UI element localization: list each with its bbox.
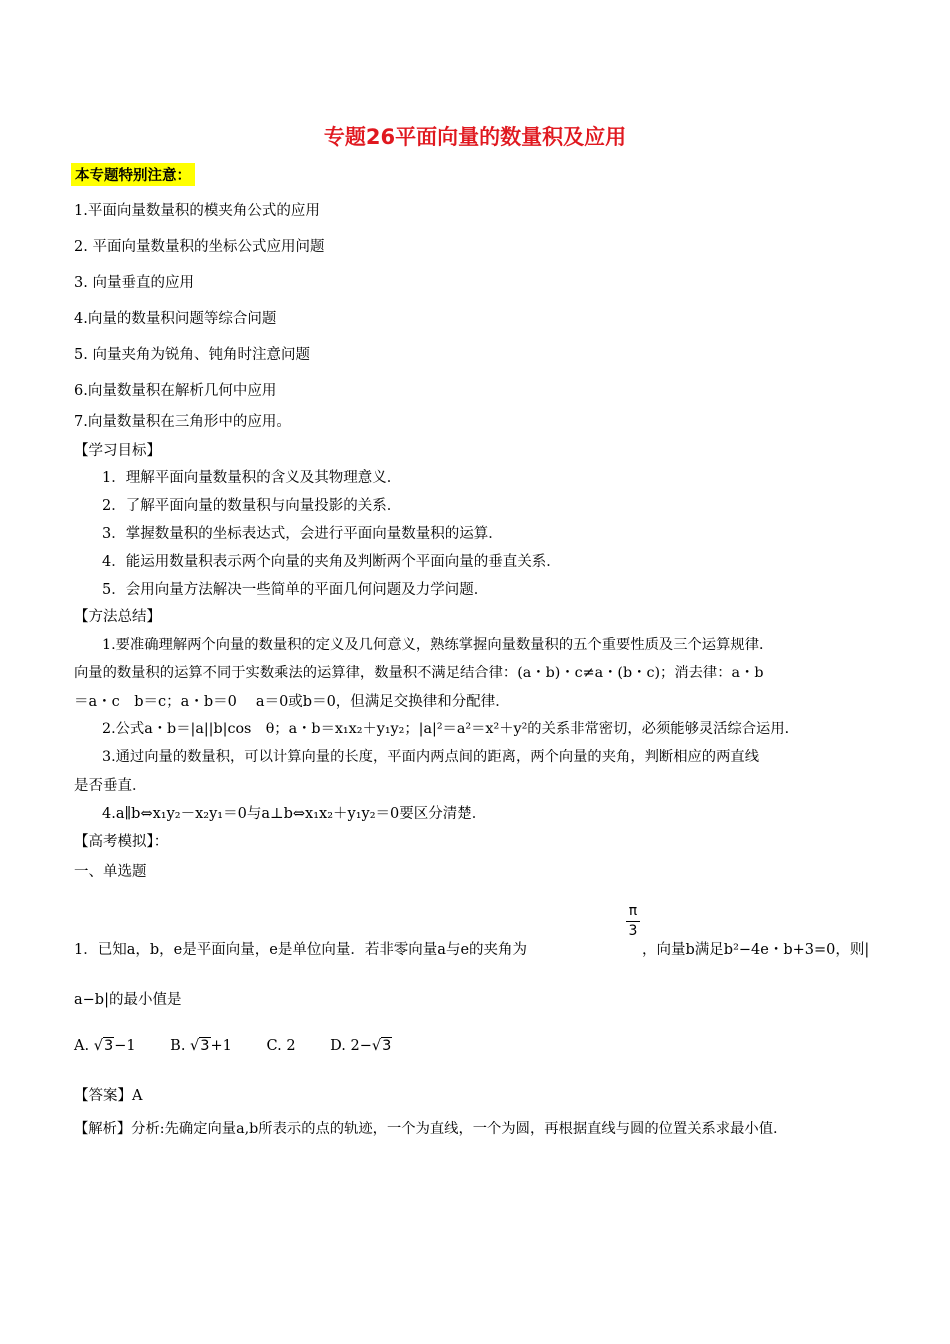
goals-heading: 【学习目标】 (74, 443, 161, 459)
question-stem-tail: ，向量b满足b²−4e・b+3=0，则| (642, 942, 870, 958)
goal-item: 1．理解平面向量数量积的含义及其物理意义． (102, 470, 402, 486)
method-paragraph-3: 3.通过向量的数量积，可以计算向量的长度，平面内两点间的距离，两个向量的夹角，判断相应的两直线 (102, 749, 759, 765)
option-d: D. 2−√3 (330, 1038, 392, 1054)
notice-item: 2. 平面向量数量积的坐标公式应用问题 (74, 239, 325, 255)
option-b: B. √3+1 (170, 1038, 232, 1054)
method-paragraph-1-cont: 向量的数量积的运算不同于实数乘法的运算律，数量积不满足结合律：(a・b)・c≠a・(b・c)；消去律：a・b (74, 665, 764, 681)
exam-heading: 【高考模拟】： (74, 834, 169, 850)
fraction-bar (626, 921, 640, 922)
fraction-denominator: 3 (628, 923, 638, 939)
answer: 【答案】A (74, 1088, 143, 1104)
goal-item: 4．能运用数量积表示两个向量的夹角及判断两个平面向量的垂直关系． (102, 554, 561, 570)
page-title: 专题26平面向量的数量积及应用 (323, 125, 627, 149)
notice-item: 7.向量数量积在三角形中的应用。 (74, 414, 291, 430)
notice-item: 1.平面向量数量积的模夹角公式的应用 (74, 203, 320, 219)
method-heading: 【方法总结】 (74, 609, 161, 625)
answer-options (74, 1038, 392, 1054)
notice-heading: 本专题特别注意： (71, 163, 195, 186)
goal-item: 2．了解平面向量的数量积与向量投影的关系． (102, 498, 402, 514)
notice-item: 4.向量的数量积问题等综合问题 (74, 311, 277, 327)
analysis: 【解析】分析:先确定向量a,b所表示的点的轨迹，一个为直线，一个为圆，再根据直线与圆的位置关系求最小值. (74, 1121, 778, 1137)
method-paragraph-3-cont: 是否垂直． (74, 778, 147, 794)
fraction-numerator: π (628, 903, 638, 919)
notice-item: 6.向量数量积在解析几何中应用 (74, 383, 277, 399)
notice-item: 5. 向量夹角为锐角、钝角时注意问题 (74, 347, 310, 363)
method-paragraph-1-cont: ＝a・c b＝c；a・b＝0 a＝0或b＝0，但满足交换律和分配律． (74, 694, 510, 710)
option-c: C. 2 (266, 1038, 296, 1054)
fraction-pi-over-3 (626, 903, 640, 940)
goal-item: 5．会用向量方法解决一些简单的平面几何问题及力学问题． (102, 582, 489, 598)
question-stem: 1．已知a，b，e是平面向量，e是单位向量．若非零向量a与e的夹角为 (74, 942, 528, 958)
method-paragraph-2: 2.公式a・b＝|a||b|cos θ；a・b＝x₁x₂＋y₁y₂；|a|²＝a²＝x²＋y²的关系非常密切，必须能够灵活综合运用． (102, 721, 799, 737)
method-paragraph-1: 1.要准确理解两个向量的数量积的定义及几何意义，熟练掌握向量数量积的五个重要性质及三个运算规律． (102, 637, 774, 653)
notice-item: 3. 向量垂直的应用 (74, 275, 194, 291)
option-a: A. √3−1 (74, 1038, 136, 1054)
question-stem-cont: a−b|的最小值是 (74, 992, 182, 1008)
method-paragraph-4: 4.a∥b⇔x₁y₂－x₂y₁＝0与a⊥b⇔x₁x₂＋y₁y₂＝0要区分清楚． (102, 806, 487, 822)
section-heading: 一、单选题 (74, 864, 147, 880)
goal-item: 3．掌握数量积的坐标表达式，会进行平面向量数量积的运算． (102, 526, 503, 542)
